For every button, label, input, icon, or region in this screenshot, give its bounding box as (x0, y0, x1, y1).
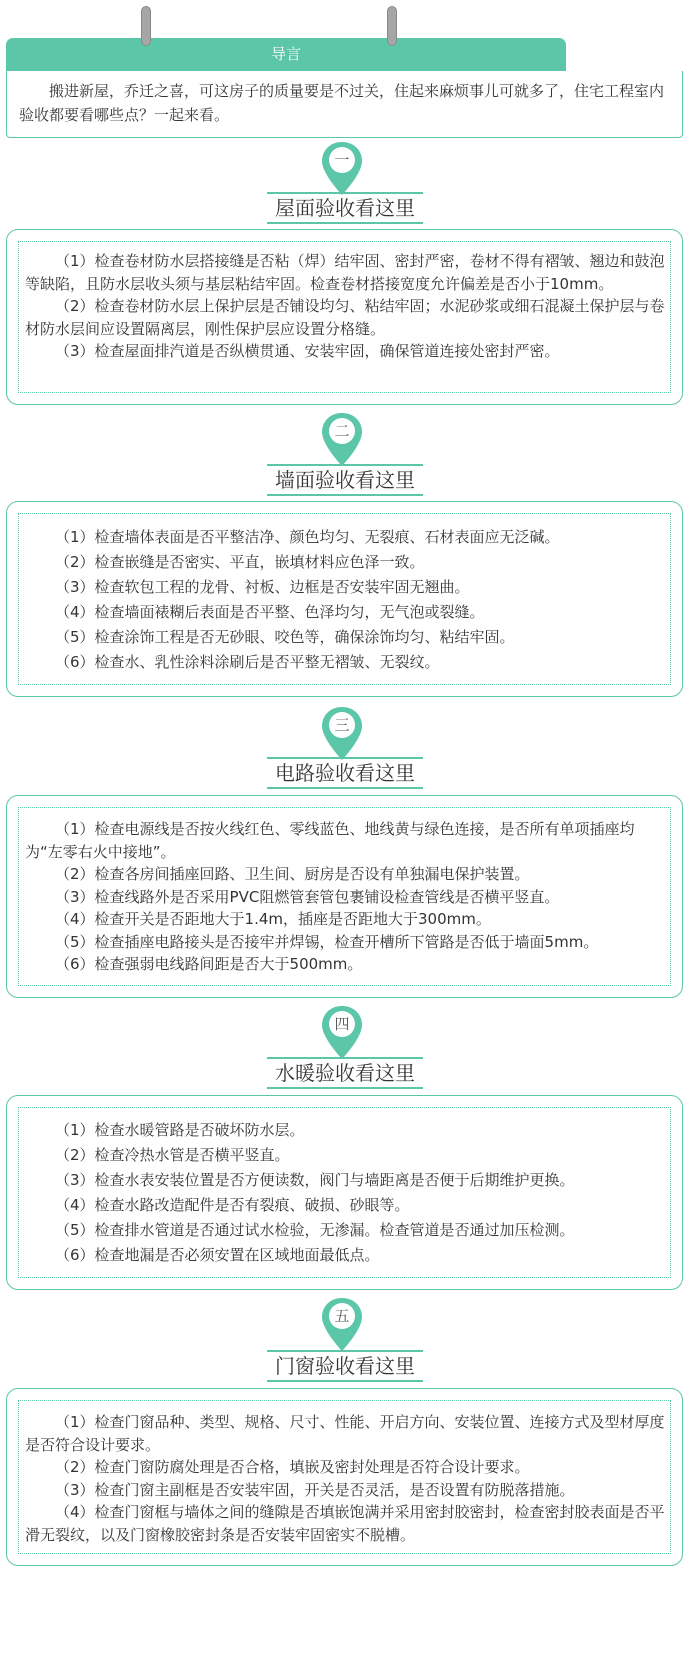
section-title: 水暖验收看这里 (275, 1061, 415, 1085)
intro-text: 搬进新屋，乔迁之喜，可这房子的质量要是不过关，住起来麻烦事儿可就多了，住宅工程室内验收都要看哪些点？一起来看。 (6, 71, 683, 138)
section-card-3 (6, 795, 683, 998)
list-item: （6）检查水、乳性涂料涂刷后是否平整无褶皱、无裂纹。 (55, 653, 440, 671)
section-title: 屋面验收看这里 (275, 196, 415, 220)
list-item: （6）检查强弱电线路间距是否大于500mm。 (55, 955, 363, 973)
item-list (25, 525, 670, 675)
list-item: （5）检查涂饰工程是否无砂眼、咬色等，确保涂饰均匀、粘结牢固。 (55, 628, 515, 646)
binder-pin-right (387, 6, 397, 46)
title-underline-top (267, 192, 423, 194)
list-item: （1）检查墙体表面是否平整洁净、颜色均匀、无裂痕、石材表面应无泛碱。 (55, 528, 560, 546)
binder-pin-left (141, 6, 151, 46)
intro-block (6, 0, 683, 138)
title-underline-top (267, 1057, 423, 1059)
list-item: （5）检查排水管道是否通过试水检验，无渗漏。检查管道是否通过加压检测。 (55, 1221, 575, 1239)
section-marker-4 (320, 1005, 364, 1061)
list-item: （4）检查水路改造配件是否有裂痕、破损、砂眼等。 (55, 1196, 410, 1214)
section-card-1 (6, 229, 683, 405)
section-number: 五 (334, 1307, 350, 1325)
intro-tab: 导言 (6, 38, 566, 71)
title-underline-bottom (267, 494, 423, 496)
section-card-2 (6, 501, 683, 697)
title-underline-bottom (267, 1380, 423, 1382)
list-item: （2）检查嵌缝是否密实、平直，嵌填材料应色泽一致。 (55, 553, 425, 571)
section-marker-1 (320, 141, 364, 197)
section-title: 墙面验收看这里 (275, 468, 415, 492)
list-item: （1）检查水暖管路是否破坏防水层。 (55, 1121, 305, 1139)
list-item: （2）检查门窗防腐处理是否合格，填嵌及密封处理是否符合设计要求。 (55, 1458, 530, 1476)
section-title: 电路验收看这里 (275, 761, 415, 785)
item-list (25, 250, 670, 363)
section-number: 三 (334, 716, 350, 734)
item-list (25, 1118, 670, 1268)
list-item: （1）检查门窗品种、类型、规格、尺寸、性能、开启方向、安装位置、连接方式及型材厚度是否符合设计要求。 (25, 1413, 665, 1454)
section-number: 四 (334, 1015, 350, 1033)
list-item: （4）检查开关是否距地大于1.4m，插座是否距地大于300mm。 (55, 910, 491, 928)
list-item: （2）检查各房间插座回路、卫生间、厨房是否设有单独漏电保护装置。 (55, 865, 530, 883)
list-item: （3）检查屋面排汽道是否纵横贯通、安装牢固，确保管道连接处密封严密。 (55, 342, 560, 360)
list-item: （2）检查卷材防水层上保护层是否铺设均匀、粘结牢固；水泥砂浆或细石混凝土保护层与卷材防水层间应设置隔离层，刚性保护层应设置分格缝。 (25, 297, 665, 338)
title-underline-bottom (267, 1087, 423, 1089)
section-marker-2 (320, 412, 364, 468)
section-card-5 (6, 1388, 683, 1566)
list-item: （2）检查冷热水管是否横平竖直。 (55, 1146, 290, 1164)
item-list (25, 1411, 670, 1546)
list-item: （1）检查电源线是否按火线红色、零线蓝色、地线黄与绿色连接，是否所有单项插座均为“左零右火中接地”。 (25, 820, 635, 861)
section-card-4 (6, 1095, 683, 1290)
list-item: （4）检查墙面裱糊后表面是否平整、色泽均匀，无气泡或裂缝。 (55, 603, 485, 621)
list-item: （4）检查门窗框与墙体之间的缝隙是否填嵌饱满并采用密封胶密封，检查密封胶表面是否平滑无裂纹，以及门窗橡胶密封条是否安装牢固密实不脱槽。 (25, 1503, 665, 1544)
section-marker-3 (320, 706, 364, 762)
title-underline-top (267, 1350, 423, 1352)
list-item: （1）检查卷材防水层搭接缝是否粘（焊）结牢固、密封严密，卷材不得有褶皱、翘边和鼓泡等缺陷，且防水层收头须与基层粘结牢固。检查卷材搭接宽度允许偏差是否小于10mm。 (25, 252, 665, 293)
list-item: （3）检查软包工程的龙骨、衬板、边框是否安装牢固无翘曲。 (55, 578, 470, 596)
list-item: （3）检查线路外是否采用PVC阻燃管套管包裹铺设检查管线是否横平竖直。 (55, 887, 560, 906)
title-underline-bottom (267, 787, 423, 789)
section-number: 二 (334, 422, 350, 440)
list-item: （3）检查水表安装位置是否方便读数，阀门与墙距离是否便于后期维护更换。 (55, 1171, 575, 1189)
item-list (25, 818, 670, 976)
section-marker-5 (320, 1297, 364, 1353)
section-title: 门窗验收看这里 (275, 1354, 415, 1378)
section-number: 一 (334, 151, 350, 169)
list-item: （6）检查地漏是否必须安置在区域地面最低点。 (55, 1246, 380, 1264)
list-item: （3）检查门窗主副框是否安装牢固，开关是否灵活，是否设置有防脱落措施。 (55, 1480, 575, 1499)
list-item: （5）检查插座电路接头是否接牢并焊锡，检查开槽所下管路是否低于墙面5mm。 (55, 932, 599, 951)
title-underline-top (267, 757, 423, 759)
title-underline-bottom (267, 222, 423, 224)
title-underline-top (267, 464, 423, 466)
